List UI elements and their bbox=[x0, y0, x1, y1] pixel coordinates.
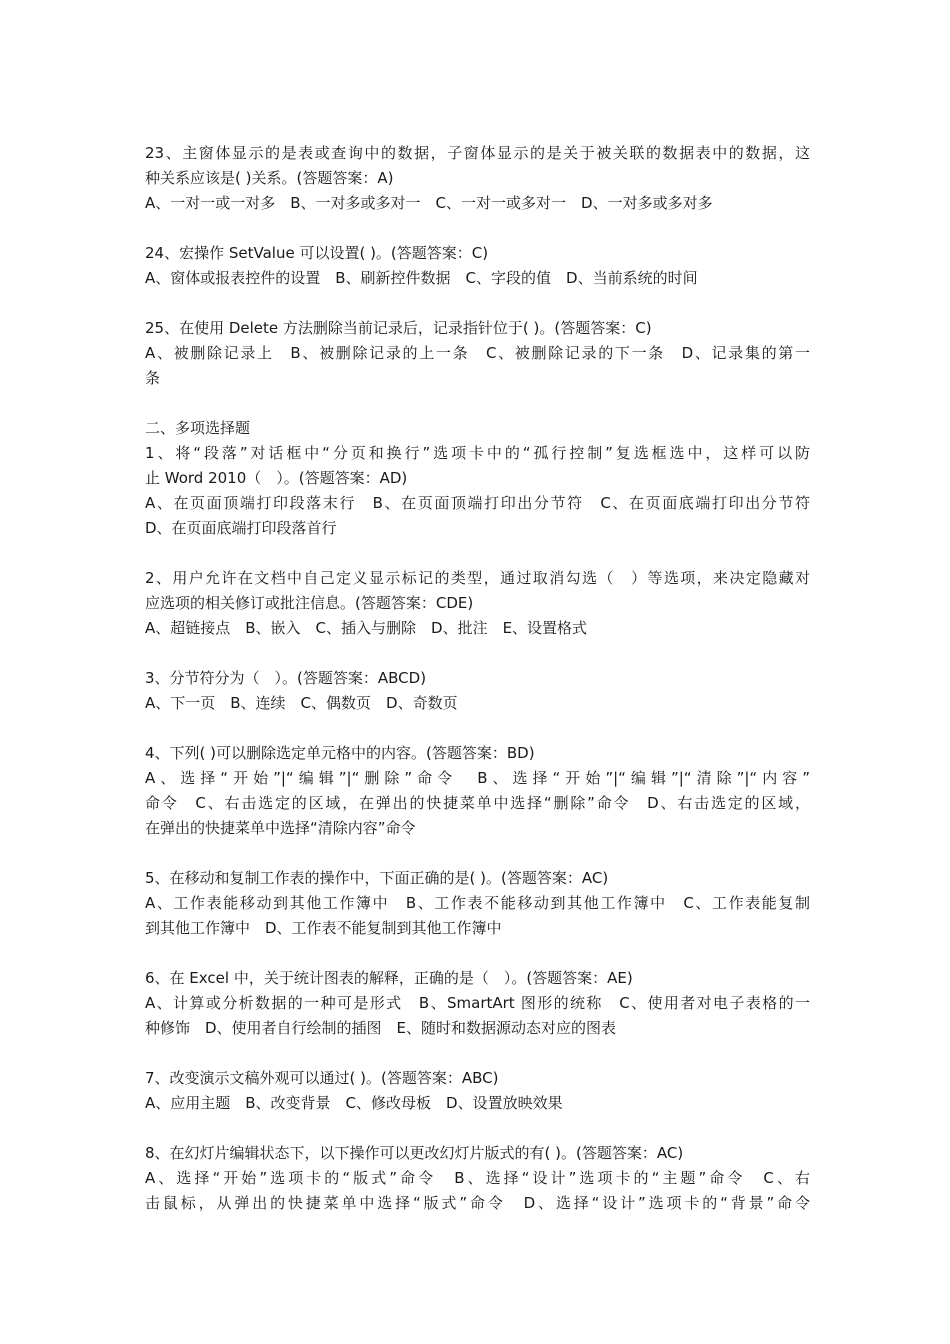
question-25 bbox=[145, 316, 810, 391]
question-23 bbox=[145, 141, 810, 216]
text-line: 8、在幻灯片编辑状态下，以下操作可以更改幻灯片版式的有( )。(答题答案：AC) bbox=[145, 1144, 684, 1162]
section-multiple-choice bbox=[145, 416, 810, 541]
text-line: A、被删除记录上 B、被删除记录的上一条 C、被删除记录的下一条 D、记录集的第一 bbox=[145, 344, 810, 362]
paragraph-spacer bbox=[145, 641, 810, 666]
question-m4 bbox=[145, 741, 810, 841]
text-line: 3、分节符分为（ ）。(答题答案：ABCD) bbox=[145, 669, 427, 687]
text-line: A、应用主题 B、改变背景 C、修改母板 D、设置放映效果 bbox=[145, 1094, 563, 1112]
paragraph-spacer bbox=[145, 1041, 810, 1066]
question-m6 bbox=[145, 966, 810, 1041]
text-line: 2、用户允许在文档中自己定义显示标记的类型，通过取消勾选（ ）等选项，来决定隐藏对 bbox=[145, 569, 810, 587]
text-line: 6、在 Excel 中，关于统计图表的解释，正确的是（ ）。(答题答案：AE) bbox=[145, 969, 633, 987]
text-line: 25、在使用 Delete 方法删除当前记录后，记录指针位于( )。(答题答案：C) bbox=[145, 319, 652, 337]
text-line: 击鼠标，从弹出的快捷菜单中选择“版式”命令 D、选择“设计”选项卡的“背景”命令 bbox=[145, 1194, 810, 1212]
text-line: A、选择“开始”选项卡的“版式”命令 B、选择“设计”选项卡的“主题”命令 C、右 bbox=[145, 1169, 810, 1187]
text-line: 应选项的相关修订或批注信息。(答题答案：CDE) bbox=[145, 594, 474, 612]
text-line: 5、在移动和复制工作表的操作中，下面正确的是( )。(答题答案：AC) bbox=[145, 869, 609, 887]
question-m5 bbox=[145, 866, 810, 941]
question-24 bbox=[145, 241, 810, 291]
question-m3 bbox=[145, 666, 810, 716]
paragraph-spacer bbox=[145, 391, 810, 416]
text-line: 23、主窗体显示的是表或查询中的数据，子窗体显示的是关于被关联的数据表中的数据，这 bbox=[145, 144, 810, 162]
question-m7 bbox=[145, 1066, 810, 1116]
paragraph-spacer bbox=[145, 716, 810, 741]
paragraph-spacer bbox=[145, 841, 810, 866]
text-line: 7、改变演示文稿外观可以通过( )。(答题答案：ABC) bbox=[145, 1069, 499, 1087]
text-line: A、工作表能移动到其他工作簿中 B、工作表不能移动到其他工作簿中 C、工作表能复制 bbox=[145, 894, 810, 912]
text-line: A、在页面顶端打印段落末行 B、在页面顶端打印出分节符 C、在页面底端打印出分节符 bbox=[145, 494, 810, 512]
text-line: 种修饰 D、使用者自行绘制的插图 E、随时和数据源动态对应的图表 bbox=[145, 1019, 617, 1037]
text-line: 24、宏操作 SetValue 可以设置( )。(答题答案：C) bbox=[145, 244, 489, 262]
text-line: A、下一页 B、连续 C、偶数页 D、奇数页 bbox=[145, 694, 458, 712]
text-line: 命令 C、右击选定的区域，在弹出的快捷菜单中选择“删除”命令 D、右击选定的区域， bbox=[145, 794, 810, 812]
text-line: 止 Word 2010（ ）。(答题答案：AD) bbox=[145, 469, 408, 487]
text-line: 条 bbox=[145, 369, 161, 387]
text-line: A、窗体或报表控件的设置 B、刷新控件数据 C、字段的值 D、当前系统的时间 bbox=[145, 269, 698, 287]
text-line: 到其他工作簿中 D、工作表不能复制到其他工作簿中 bbox=[145, 919, 502, 937]
document-content bbox=[145, 141, 810, 1216]
paragraph-spacer bbox=[145, 541, 810, 566]
paragraph-spacer bbox=[145, 941, 810, 966]
section-heading: 二、多项选择题 bbox=[145, 419, 251, 437]
text-line: A、选择“开始”|“编辑”|“删除”命令 B、选择“开始”|“编辑”|“清除”|“内容” bbox=[145, 769, 810, 787]
text-line: A、计算或分析数据的一种可是形式 B、SmartArt 图形的统称 C、使用者对电子表格的一 bbox=[145, 994, 810, 1012]
text-line: A、超链接点 B、嵌入 C、插入与删除 D、批注 E、设置格式 bbox=[145, 619, 588, 637]
text-line: 种关系应该是( )关系。(答题答案：A) bbox=[145, 169, 394, 187]
text-line: D、在页面底端打印段落首行 bbox=[145, 519, 337, 537]
paragraph-spacer bbox=[145, 1116, 810, 1141]
text-line: 在弹出的快捷菜单中选择“清除内容”命令 bbox=[145, 819, 416, 837]
text-line: 4、下列( )可以删除选定单元格中的内容。(答题答案：BD) bbox=[145, 744, 535, 762]
question-m2 bbox=[145, 566, 810, 641]
text-line: A、一对一或一对多 B、一对多或多对一 C、一对一或多对一 D、一对多或多对多 bbox=[145, 194, 713, 212]
question-m8 bbox=[145, 1141, 810, 1216]
paragraph-spacer bbox=[145, 291, 810, 316]
text-line: 1、将“段落”对话框中“分页和换行”选项卡中的“孤行控制”复选框选中，这样可以防 bbox=[145, 444, 810, 462]
paragraph-spacer bbox=[145, 216, 810, 241]
